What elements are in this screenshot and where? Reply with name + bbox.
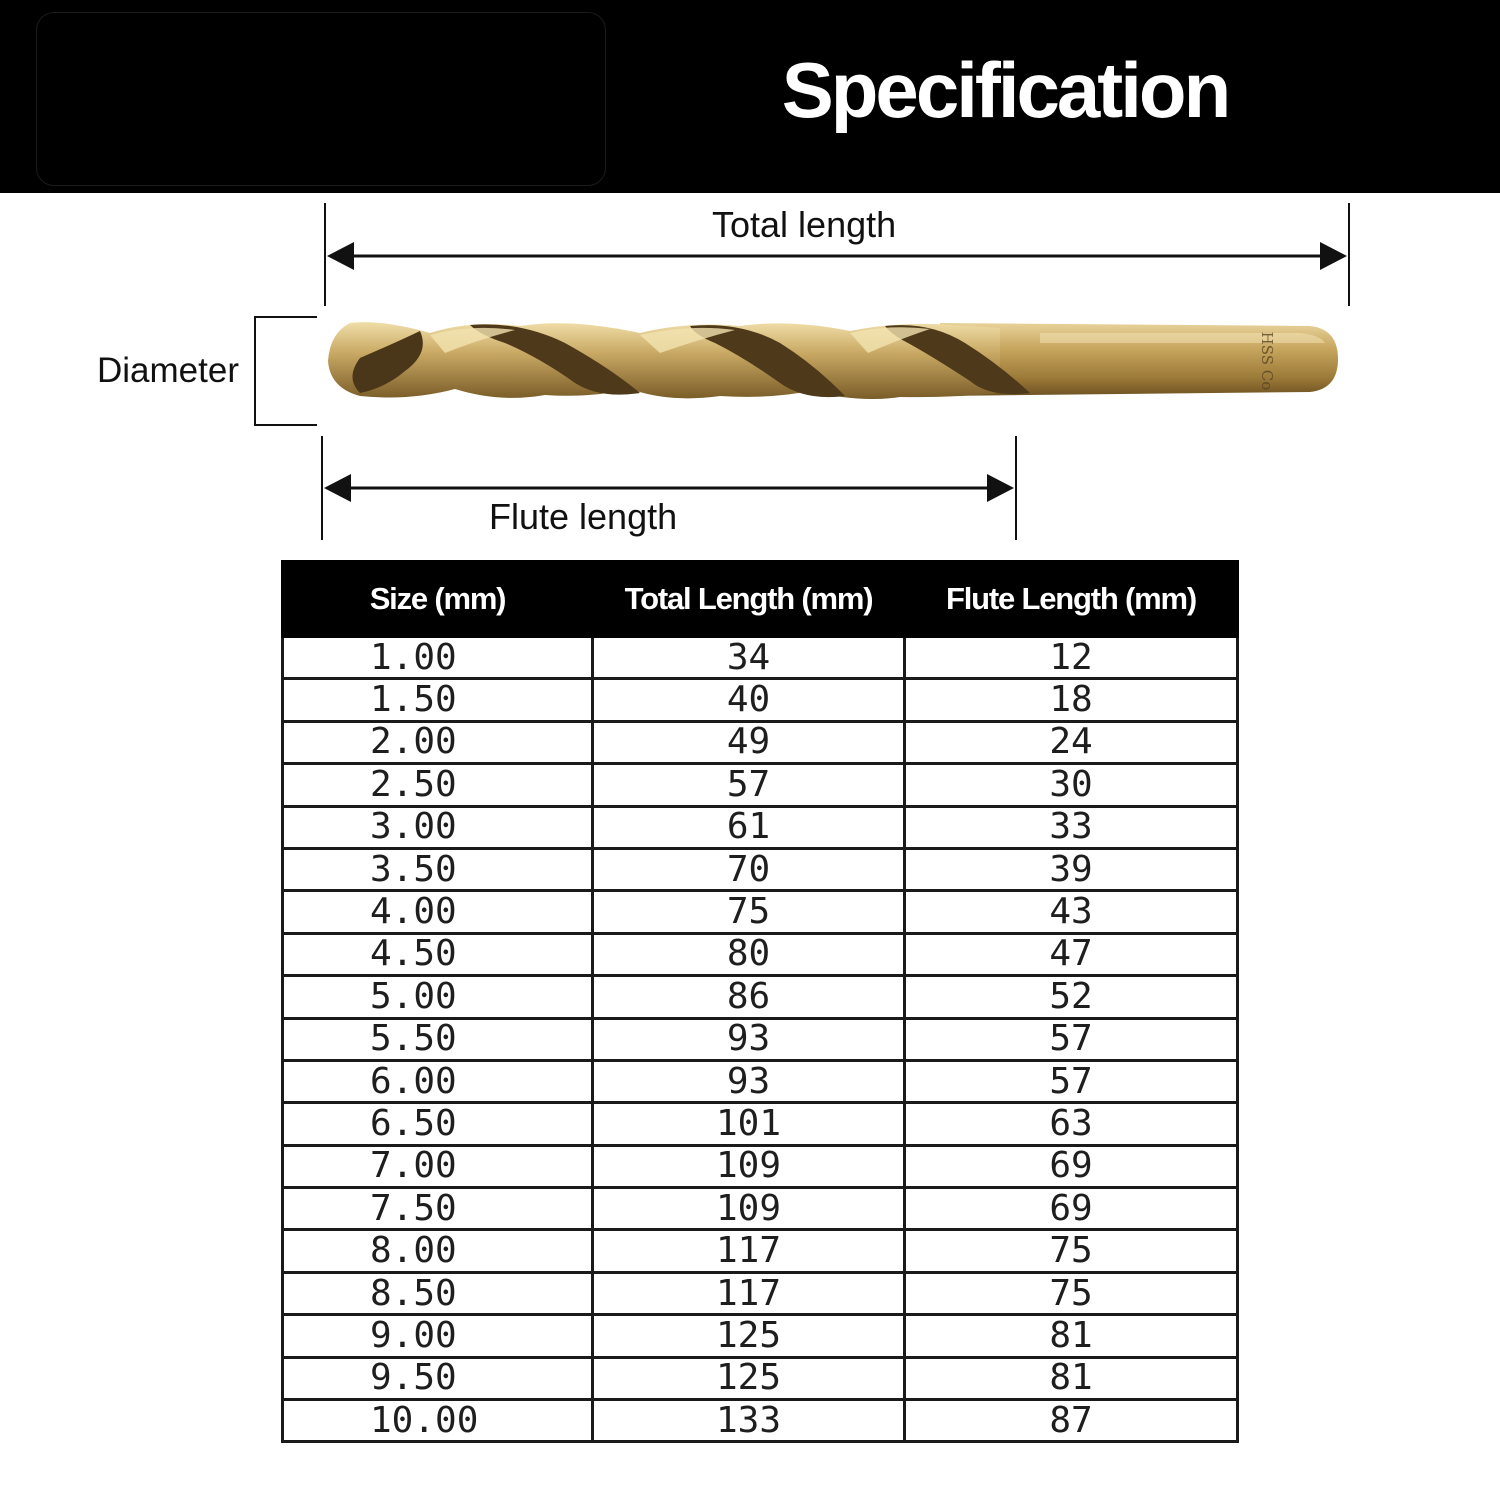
cell-total-length: 117 xyxy=(593,1272,905,1314)
table-row xyxy=(283,1060,1238,1102)
cell-total-length: 101 xyxy=(593,1103,905,1145)
cell-flute-length: 33 xyxy=(905,806,1238,848)
column-header-size: Size (mm) xyxy=(283,562,593,637)
cell-flute-length: 75 xyxy=(905,1272,1238,1314)
cell-size: 9.00 xyxy=(283,1315,593,1357)
cell-size: 1.00 xyxy=(283,637,593,679)
cell-size: 3.50 xyxy=(283,848,593,890)
cell-flute-length: 81 xyxy=(905,1357,1238,1399)
diameter-bracket xyxy=(255,317,317,425)
cell-total-length: 34 xyxy=(593,637,905,679)
table-row xyxy=(283,1230,1238,1272)
cell-size: 8.50 xyxy=(283,1272,593,1314)
cell-flute-length: 63 xyxy=(905,1103,1238,1145)
column-header-flute-length: Flute Length (mm) xyxy=(905,562,1238,637)
header-banner xyxy=(0,0,1500,193)
column-header-total-length: Total Length (mm) xyxy=(593,562,905,637)
table-row xyxy=(283,1315,1238,1357)
cell-flute-length: 18 xyxy=(905,679,1238,721)
cell-size: 5.50 xyxy=(283,1018,593,1060)
cell-size: 6.50 xyxy=(283,1103,593,1145)
cell-flute-length: 69 xyxy=(905,1145,1238,1187)
table-row xyxy=(283,637,1238,679)
cell-total-length: 109 xyxy=(593,1145,905,1187)
diameter-label: Diameter xyxy=(97,351,239,390)
cell-total-length: 125 xyxy=(593,1357,905,1399)
table-row xyxy=(283,1272,1238,1314)
cell-flute-length: 52 xyxy=(905,976,1238,1018)
cell-flute-length: 30 xyxy=(905,764,1238,806)
cell-flute-length: 39 xyxy=(905,848,1238,890)
cell-flute-length: 69 xyxy=(905,1188,1238,1230)
cell-total-length: 109 xyxy=(593,1188,905,1230)
cell-total-length: 86 xyxy=(593,976,905,1018)
table-row xyxy=(283,764,1238,806)
svg-text:HSS Co: HSS Co xyxy=(1258,331,1276,391)
cell-total-length: 75 xyxy=(593,891,905,933)
total-length-label: Total length xyxy=(712,204,897,245)
cell-size: 9.50 xyxy=(283,1357,593,1399)
table-row xyxy=(283,1145,1238,1187)
cell-size: 8.00 xyxy=(283,1230,593,1272)
cell-total-length: 80 xyxy=(593,933,905,975)
table-row xyxy=(283,721,1238,763)
table-row xyxy=(283,679,1238,721)
flute-length-label: Flute length xyxy=(489,496,678,537)
cell-flute-length: 12 xyxy=(905,637,1238,679)
table-row xyxy=(283,1103,1238,1145)
cell-total-length: 133 xyxy=(593,1400,905,1442)
cell-flute-length: 43 xyxy=(905,891,1238,933)
cell-flute-length: 57 xyxy=(905,1018,1238,1060)
table-row xyxy=(283,891,1238,933)
cell-total-length: 125 xyxy=(593,1315,905,1357)
table-body xyxy=(283,637,1238,1442)
cell-total-length: 57 xyxy=(593,764,905,806)
cell-size: 4.50 xyxy=(283,933,593,975)
table-row xyxy=(283,1018,1238,1060)
cell-flute-length: 47 xyxy=(905,933,1238,975)
cell-total-length: 40 xyxy=(593,679,905,721)
table-row xyxy=(283,1357,1238,1399)
table-row xyxy=(283,976,1238,1018)
cell-total-length: 93 xyxy=(593,1060,905,1102)
table-row xyxy=(283,806,1238,848)
table-row xyxy=(283,848,1238,890)
cell-size: 2.50 xyxy=(283,764,593,806)
cell-size: 3.00 xyxy=(283,806,593,848)
drill-diagram xyxy=(0,193,1500,553)
table-row xyxy=(283,1400,1238,1442)
logo-placeholder xyxy=(36,12,606,186)
drill-bit-image xyxy=(328,322,1338,399)
cell-total-length: 117 xyxy=(593,1230,905,1272)
cell-total-length: 93 xyxy=(593,1018,905,1060)
table-row xyxy=(283,1188,1238,1230)
cell-size: 6.00 xyxy=(283,1060,593,1102)
cell-total-length: 70 xyxy=(593,848,905,890)
cell-size: 4.00 xyxy=(283,891,593,933)
cell-flute-length: 24 xyxy=(905,721,1238,763)
cell-size: 10.00 xyxy=(283,1400,593,1442)
page-title: Specification xyxy=(781,46,1229,134)
cell-flute-length: 75 xyxy=(905,1230,1238,1272)
cell-size: 7.00 xyxy=(283,1145,593,1187)
cell-total-length: 61 xyxy=(593,806,905,848)
cell-size: 7.50 xyxy=(283,1188,593,1230)
specification-table xyxy=(281,560,1239,1443)
cell-size: 5.00 xyxy=(283,976,593,1018)
table-header-row xyxy=(283,562,1238,637)
cell-total-length: 49 xyxy=(593,721,905,763)
cell-size: 2.00 xyxy=(283,721,593,763)
cell-flute-length: 81 xyxy=(905,1315,1238,1357)
table-row xyxy=(283,933,1238,975)
cell-flute-length: 87 xyxy=(905,1400,1238,1442)
cell-size: 1.50 xyxy=(283,679,593,721)
cell-flute-length: 57 xyxy=(905,1060,1238,1102)
